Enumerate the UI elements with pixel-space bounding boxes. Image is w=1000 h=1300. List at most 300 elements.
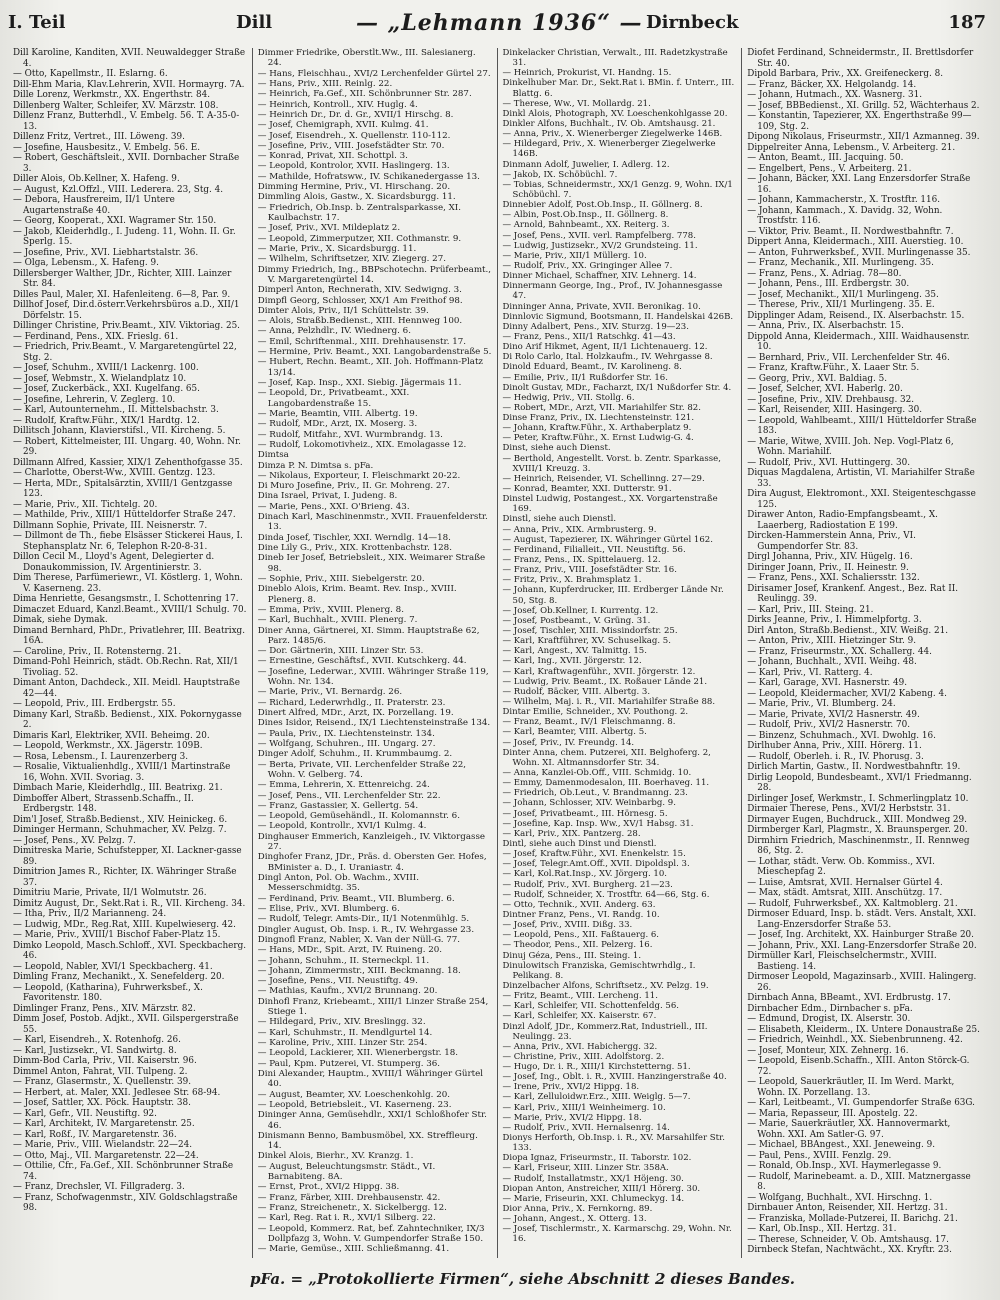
directory-entry: Dimitreska Marie, Schufstepper, XI. Lackner-gasse 89. (13, 846, 242, 867)
directory-entry: Dillmann Sophie, Private, III. Neisnerstr. 7. (13, 520, 208, 531)
directory-entry: — Leopold, Sauerkräutler, II. Im Werd. Markt, Wohn. IX. Porzellang. 13. (747, 1077, 955, 1098)
directory-entry: — Albin, Post.Ob.Insp., II. Göllnerg. 8. (502, 210, 669, 221)
directory-entry: — Paul, Kpm. Putzerei, VI. Stumperg. 36. (257, 1058, 441, 1069)
directory-entry: — Marie, Friseurin, XXI. Chlumeckyg. 14. (502, 1193, 685, 1204)
directory-entry: — Franz, Mechanik., XII. Murlingeng. 35. (747, 258, 934, 268)
directory-entry: — Josef, Priv., XVI. Mildeplatz 2. (257, 223, 401, 234)
directory-entry: — Franz, Streichenetr., X. Sickelbergg. 12. (257, 1203, 447, 1213)
directory-entry: — Fritz, Priv., X. Brahmsplatz 1. (502, 575, 642, 586)
directory-entry: Dimmer Friedrike, Oberstlt.Ww., III. Salesianerg. 24. (257, 48, 476, 69)
directory-entry: — Paula, Priv., IX. Liechtensteinstr. 134. (257, 728, 435, 739)
directory-entry: — Nikolaus, Exporteur, I. Fleischmarkt 20-22. (257, 470, 461, 481)
directory-entry: Dira August, Elektromont., XXI. Steigenteschgasse 125. (747, 489, 976, 510)
directory-entry: — Friedrich, Priv.Beamt., V. Margaretengürtel 22, Stg. 2. (13, 342, 237, 363)
directory-entry: — Franz, Friseurmstr., XX. Schallerg. 44. (747, 646, 932, 657)
directory-entry: — Rudolf, Kraftw.Führ., XIX/1 Hardtg. 12. (13, 415, 200, 426)
directory-entry: — Josef, Mechanikt., XII/1 Murlingeng. 35. (747, 289, 939, 300)
directory-entry: — Franz, Pens., XII/1 Ratschkg. 41—43. (502, 331, 676, 342)
directory-entry: — Franz, Drechsler, VI. Fillgraderg. 3. (13, 1182, 185, 1192)
directory-entry: — Marie, Priv., XVI/2 Hippg. 18. (502, 1112, 642, 1123)
directory-entry: — Josef, Eisendreh., X. Quellenstr. 110-112. (257, 130, 451, 141)
directory-entry: Dintar Emilie, Schneider., XV. Pouthong. 2. (502, 707, 689, 718)
directory-entry: — Berthold, Angestellt. Vorst. b. Zentr. Sparkasse, XVIII/1 Kreuzg. 3. (502, 453, 721, 474)
directory-entry: Dinnlovic Sigmund, Bootsmann, II. Handelskai 426B. (502, 311, 734, 322)
directory-entry: — Robert, Geschäftsleit., XVII. Dornbacher Straße 3. (13, 153, 240, 174)
directory-entry: — Franz, Pens., X. Adriag. 78—80. (747, 268, 902, 279)
directory-entry: Dillhof Josef, Dir.d.österr.Verkehrsbüros a.D., XII/1 Dörfelstr. 15. (13, 300, 240, 321)
page-header (8, 10, 986, 38)
directory-entry: Dininger Anna, Gemüsehdlr., XXI/1 Schloßhofer Str. 46. (257, 1110, 487, 1131)
directory-entry: — Wilhelm, Maj. i. R., VII. Mariahilfer Straße 88. (502, 697, 716, 707)
directory-entry: — Ernst, Prot., XVI/2 Hippg. 38. (257, 1182, 400, 1193)
directory-entry: — Rudolf, Priv., XVI. Burgherg. 21—23. (502, 879, 673, 890)
directory-entry: — Johann, Pens., III. Erdbergstr. 30. (747, 279, 910, 289)
directory-entry: Dill Karoline, Kanditen, XVII. Neuwaldegger Straße 4. (13, 48, 246, 69)
directory-entry: Dirmoser Leopold, Magazinsarb., XVIII. Halingerg. 26. (747, 972, 977, 993)
directory-entry: — Josef, Kap. Insp., XXI. Siebig. Jägermais 11. (257, 378, 462, 388)
directory-entry: — Marie, Priv., XVIII/1 Bischof Faber-Platz 15. (13, 930, 221, 940)
directory-entry: — Paul, Pens., XVIII. Fenzlg. 29. (747, 1150, 892, 1161)
directory-entry: Dinstel Ludwig, Postangest., XX. Vorgartenstraße 169. (502, 494, 718, 515)
directory-entry: Dillenz Fritz, Vertret., III. Löweng. 39. (13, 132, 185, 142)
directory-entry: — Rudolf, MDr., Arzt, IX. Moserg. 3. (257, 419, 418, 430)
directory-entry: — Otto, Kapellmstr., II. Eslarng. 6. (13, 69, 168, 79)
directory-entry: — Josefine, Hausbesitz., V. Embelg. 56. E. (13, 142, 200, 153)
directory-entry: — Karl, Reisender, XIII. Hasingerg. 30. (747, 405, 923, 415)
directory-entry: — Emma, Priv., XVIII. Plenerg. 8. (257, 604, 404, 615)
directory-entry: — Hugo, Dr. i. R., XIII/1 Kirchstetterng. 51. (502, 1062, 691, 1073)
directory-entry: — Karl, Priv., VI. Ratterg. 4. (747, 667, 873, 678)
directory-entry: Dima Henriette, Gesangsmstr., I. Schottenring 17. (13, 594, 239, 604)
directory-entry: — Heinrich, Kontroll., XIV. Huglg. 4. (257, 99, 418, 110)
directory-entry: — Wolfgang, Schuhren., III. Ungarg. 27. (257, 738, 436, 749)
directory-entry: Diner Anna, Gärtnerei, XI. Simm. Hauptstraße 62, Parz. 1485/6. (257, 625, 480, 646)
directory-entry: — Marie, Priv., XII/1 Müllerg. 10. (502, 250, 647, 261)
directory-entry: — Ottilie, Cfr., Fa.Gef., XII. Schönbrunner Straße 74. (13, 1161, 234, 1182)
directory-entry: Dingler August, Ob. Insp. i. R., IV. Wehrgasse 23. (257, 924, 475, 935)
directory-entry: — Ludwig, MDr., Reg.Rat, XIII. Kupelwieserg. 42. (13, 919, 236, 930)
directory-entry: Dirgl Johanna, Priv., XIV. Hügelg. 16. (747, 552, 913, 562)
directory-entry: — Peter, Kraftw.Führ., X. Ernst Ludwig-G. 4. (502, 433, 694, 444)
directory-entry: Dimpfl Georg, Schlosser, XX/1 Am Freithof 98. (257, 295, 463, 306)
directory-entry: — Rudolf, Bäcker, VIII. Albertg. 3. (502, 686, 651, 697)
directory-entry: — Josefine, Priv., XVI. Liebhartstalstr. 36. (13, 247, 199, 258)
directory-entry: — Anna, Priv., IX. Alserbachstr. 15. (747, 321, 904, 331)
directory-entry: Dim Therese, Parfümeriewr., VI. Köstlerg. 1, Wohn. V. Kaserneng. 23. (13, 573, 243, 594)
directory-entry: — Elise, Priv., XVI. Blumberg. 6. (257, 903, 400, 914)
directory-entry: — Emma, Lehrerin, X. Ettenreichg. 24. (257, 780, 430, 791)
directory-entry: — Leopold, Pens., XII. Faßtauerg. 6. (502, 930, 660, 941)
directory-entry: — Franz, Pens., IX. Spittelauerg. 12. (502, 555, 661, 566)
directory-entry: — Karl, Buchhalt., XVIII. Plenerg. 7. (257, 615, 418, 626)
directory-entry: — Karl, Schleifer, XX. Kaiserstr. 67. (502, 1011, 657, 1022)
directory-entry: — Wilhelm, Schriftsetzer, XIV. Ziegerg. 27. (257, 254, 446, 265)
directory-entry: Dirmoser Eduard, Insp. b. städt. Vers. Anstalt, XXI. Lang-Enzersdorfer Straße 53. (747, 909, 977, 930)
directory-entry: — Marie, Priv., VI. Bernardg. 26. (257, 687, 403, 698)
directory-entry: — Josef, Pens., XVII. verl. Rampfelberg. 778. (502, 230, 696, 241)
directory-entry: — Josef, Privatbeamt., III. Hörnesg. 5. (502, 808, 668, 819)
directory-entry: — Josefine, Lehrerin, V. Zeglerg. 10. (13, 394, 176, 405)
directory-entry: — Lothar, städt. Verw. Ob. Kommiss., XVI. Mieschepfag 2. (747, 856, 935, 877)
directory-entry: — Josef, Postbeamt., V. Grüng. 31. (502, 615, 651, 626)
directory-entry: Di Rolo Carlo, Ital. Holzkaufm., IV. Wehrgasse 8. (502, 352, 713, 363)
directory-entry: — Anna, Kanzlei-Ob.Off., VIII. Schmidg. 10. (502, 767, 692, 778)
directory-entry: — August, Kzl.Offzl., VIII. Lederera. 23, Stg. 4. (13, 184, 224, 195)
directory-entry: — Karl, Garage, XVI. Hasnerstr. 49. (747, 678, 908, 688)
directory-entry: — Jakob, Kleiderhdlg., I. Judeng. 11, Wohn. II. Gr. Sperlg. 15. (13, 226, 236, 247)
directory-entry: — Viktor, Priv. Beamt., II. Nordwestbahnftr. 7. (747, 226, 954, 237)
directory-entry: — Leopold, Kommerz. Rat, bef. Zahntechniker, IX/3 Dollpfazg 3, Wohn. V. Gumpendorfer Straße 150. (257, 1223, 485, 1244)
directory-entry: — Heinrich Dr., Dr. d. Gr., XVII/1 Hirschg. 8. (257, 109, 454, 120)
directory-entry: — Josefine, Priv., XIV. Drehbausg. 32. (747, 394, 915, 405)
directory-entry: — Therese, Ww., VI. Mollardg. 21. (502, 98, 651, 109)
directory-entry: Dinkler Alfons, Buchhalt., IV. Ob. Amtshausg. 21. (502, 118, 716, 129)
directory-entry: — Mathilde, Hofratsww., IV. Schikanedergasse 13. (257, 171, 480, 182)
directory-entry: Dimming Hermine, Priv., VI. Hirschang. 20. (257, 182, 451, 193)
directory-entry: — Leopold, Eisenb.Schaffn., XIII. Anton Störck-G. 72. (747, 1056, 970, 1077)
directory-entry: Dinkel Alois, Bierhr., XV. Kranzg. 1. (257, 1151, 414, 1162)
directory-entry: — Anton, Priv., XIII. Hietzinger Str. 9. (747, 636, 917, 646)
directory-entry: — Herbert, at. Maler, XXI. Jedlesee Str. 68-94. (13, 1087, 221, 1098)
directory-entry: — Anna, Priv., XVI. Habichergg. 32. (502, 1041, 658, 1052)
directory-entry: — Johann, Kammacherstr., X. Trostftr. 116. (747, 195, 941, 205)
directory-entry: — Karl, Ob.Insp., XII. Hertzg. 31. (747, 1224, 897, 1234)
directory-entry: — Johann, Kupferdrucker, III. Erdberger Lände Nr. 50, Stg. 8. (502, 585, 724, 606)
directory-entry: — Josef, Monteur, XIX. Zehnerg. 16. (747, 1045, 909, 1056)
directory-entry: Dipong Nikolaus, Friseurmstr., XII/1 Azmanneg. 39. (747, 132, 980, 142)
directory-entry: — Karl, Schuhmstr., II. Mendlgurtel 14. (257, 1027, 433, 1038)
directory-entry: Dintl, siehe auch Dinst und Dienstl. (502, 838, 657, 849)
directory-entry: — Josef, Telegr.Amt.Off., XVII. Dipoldspl. 3. (502, 859, 690, 870)
directory-entry: — Karl, Justizsekr., VI. Sandwirtg. 8. (13, 1045, 177, 1056)
directory-entry: — Josefine, Kap. Insp. Ww., XV/1 Habsg. 31. (502, 818, 694, 829)
directory-entry: — Ferdinand, Priv. Beamt., VII. Blumberg. 6. (257, 893, 455, 904)
directory-entry: Dinger Adolf, Schuhm., II. Krummbaumg. 2. (257, 749, 453, 760)
directory-entry: — Johann, Hutmach., XX. Wasnerg. 31. (747, 90, 923, 100)
directory-entry: Dinhofl Franz, Kriebeamt., XIII/1 Linzer Straße 254, Stiege 1. (257, 996, 489, 1018)
directory-entry: Dinda Josef, Tischler, XXI. Werndlg. 14—18. (257, 532, 451, 543)
directory-entry: — Karl, Friseur, XIII. Linzer Str. 358A. (502, 1163, 669, 1174)
directory-entry: Diller Alois, Ob.Kellner, X. Hafeng. 9. (13, 174, 180, 184)
directory-entry: — Charlotte, Oberst-Ww., XVIII. Gentzg. 123. (13, 468, 216, 478)
directory-entry: — Otto, Technik., XVII. Anderg. 63. (502, 899, 656, 910)
directory-entry: Dillenz Franz, Butterhdl., V. Embelg. 56. T. A-35-0-13. (13, 111, 240, 132)
directory-entry: — Rosalie, Viktualienhdlg., XVIII/1 Martinstraße 16, Wohn. XVII. Svoriag. 3. (13, 762, 231, 783)
directory-entry: Dinny Adalbert, Pens., XIV. Sturzg. 19—23. (502, 321, 689, 332)
directory-entry: — Hermine, Priv. Beamt., XXI. Langobardenstraße 5. (257, 347, 492, 358)
directory-entry: Dimitz August, Dr., Sekt.Rat i. R., VII. Kircheng. 34. (13, 898, 246, 909)
footer-note: pFa. = „Protokollierte Firmen“, siehe Abschnitt 2 dieses Bandes. (250, 1270, 795, 1288)
directory-entry: — Johann, Kammach., X. Davidg. 32, Wohn. Trostfstr. 116. (747, 205, 943, 226)
directory-entry: — Franz, Färber, XIII. Drehbausenstr. 42. (257, 1192, 441, 1203)
directory-entry: — Rudolf, Lokomotivheiz., XIX. Emolagasse 12. (257, 439, 467, 450)
directory-entry: — Josef, Ob.Kellner, I. Kurrentg. 12. (502, 605, 659, 616)
directory-entry: — Hans, MDr., Spit. Arzt, IV. Ruineng. 20. (257, 945, 443, 956)
directory-entry: — Edmund, Drogist, IX. Alserstr. 30. (747, 1014, 911, 1024)
directory-entry: — Itha, Priv., II/2 Marianneng. 24. (13, 909, 167, 919)
directory-entry: — Robert, MDr., Arzt, VII. Mariahilfer Str. 82. (502, 402, 701, 413)
directory-entry: — Leopold, Zimmerputzer, XII. Cothmanstr. 9. (257, 233, 462, 244)
directory-entry: — Franz, Kraftw.Führ., X. Laaer Str. 5. (747, 363, 920, 373)
directory-entry: — Dillmont de Th., fiebe Elsässer Stickerei Haus, I. Stephansplatz Nr. 6, Telephon R-20-8-31. (13, 531, 243, 552)
directory-entry: Dimlinger Franz, Pens., XIV. Märzstr. 82. (13, 1003, 196, 1014)
directory-entry: Dillitsch Johann, Klavierstifsl., VII. Kircheng. 5. (13, 426, 226, 436)
directory-entry: Dillersberger Walther, JDr., Richter, XIII. Lainzer Str. 84. (13, 268, 232, 289)
directory-entry: — Olga, Lebensm., X. Hafeng. 9. (13, 258, 159, 268)
directory-entry: — Franz, Schofwagenmstr., XIV. Goldschlagstraße 98. (13, 1192, 238, 1213)
directory-entry: — Josef, Pens., XV. Pelzg. 7. (13, 835, 136, 846)
directory-entry: — Leopold, Betriebsleit., VI. Kaserneng. 23. (257, 1099, 452, 1110)
directory-entry: — Josef, Tischlermstr., X. Karmarschg. 29, Wohn. Nr. 16. (502, 1224, 732, 1245)
directory-entry: Dinnermann George, Ing., Prof., IV. Johannesgasse 47. (502, 281, 723, 302)
directory-entry: — Karl, Autounternehm., II. Mittelsbachstr. 3. (13, 405, 219, 415)
directory-entry: — Karl, Zelluloidwr.Erz., XIII. Weiglg. 5—7. (502, 1092, 691, 1103)
directory-entry: — Anna, Priv., XIX. Armbrusterg. 9. (502, 524, 657, 535)
directory-entry: Dimany Karl, Straßb. Bedienst., XIX. Pokornygasse 2. (13, 709, 242, 730)
page-number: 187 (948, 12, 986, 33)
directory-entry: — Georg, Priv., XVI. Baldiag. 5. (747, 373, 888, 384)
directory-entry: — Emmy, Damenmodesalon, III. Boerhaveg. 11. (502, 778, 710, 789)
directory-entry: Dillmann Alfred, Kassier, XIX/1 Zehenthofgasse 35. (13, 457, 243, 468)
directory-entry: Dimling Franz, Mechanikt., X. Senefelderg. 20. (13, 972, 225, 982)
directory-entry: Dimitriu Marie, Private, II/1 Wolmutstr. 26. (13, 888, 207, 898)
directory-entry: Dirlich Martin, Gastw., II. Nordwestbahnftr. 19. (747, 762, 961, 772)
directory-entry: — Johann, Angest., X. Otterg. 13. (502, 1214, 647, 1225)
directory-entry: Dille Lorenz, Werkmstr., XX. Engerthstr. 84. (13, 90, 211, 100)
directory-entry: — Michael, BBAngest., XXI. Jeneweing. 9. (747, 1140, 936, 1150)
directory-entry: Dineb Ier Josef, Betriebsleit., XIX. Weimarer Straße 98. (257, 553, 486, 574)
directory-entry: Dillinger Christine, Priv.Beamt., XIV. Viktoriag. 25. (13, 321, 240, 331)
directory-entry: — Mathias, Kaufm., XVI/2 Brunnang. 20. (257, 986, 438, 997)
directory-entry: Dillon Cecil M., Lloyd's Agent, Delegierter d. Donaukommission, IV. Argentinierstr. 3. (13, 552, 215, 573)
directory-entry: — Johann, Zimmermstr., XIII. Beckmanng. 18. (257, 965, 461, 976)
directory-entry: — Johann, Priv., XXI. Lang-Enzersdorfer Straße 20. (747, 940, 977, 951)
directory-entry: Dirisamer Josef, Krankenf. Angest., Bez. Rat II. Reulingg. 39. (747, 583, 959, 604)
directory-entry: — Josefine, Priv., VIII. Josefstädter Str. 70. (257, 140, 445, 151)
directory-entry: Dingnofl Franz, Nabler, X. Van der Nüll-G. 77. (257, 934, 461, 945)
directory-entry: Dimmel Anton, Fahrat, VII. Tulpeng. 2. (13, 1066, 188, 1077)
directory-entry: — Luise, Amtsrat, XVII. Hernalser Gürtel 4. (747, 877, 943, 888)
directory-entry: — Friedrich, Ob.Insp. b. Zentralsparkasse, XI. Kaulbachstr. 17. (257, 202, 462, 223)
directory-entry: Dimperl Anton, Rechnerath, XIV. Sedwigng. 3. (257, 285, 462, 296)
directory-entry: Dippold Anna, Kleidermach., XIII. Waidhausenstr. 10. (747, 331, 970, 352)
directory-entry: — Rudolf, Fuhrwerksbef., XX. Kaltmoblerg. 21. (747, 898, 958, 909)
directory-entry: — Karl, Gefr., VII. Neustiftg. 92. (13, 1108, 157, 1119)
directory-entry: — Konstantin, Tapezierer, XX. Engerthstraße 99—109, Stg. 2. (747, 111, 972, 132)
directory-entry: — Johann, Schlosser, XIV. Weinbarbg. 9. (502, 798, 676, 809)
directory-entry: — Johann, Schuhm., II. Sterneckpl. 11. (257, 955, 430, 966)
directory-entry: — Therese, Priv., XII/1 Murlingeng. 35. E. (747, 300, 935, 310)
directory-entry: — Theodor, Pens., XII. Pelzerg. 16. (502, 940, 653, 951)
directory-entry: Diminger Hermann, Schuhmacher, XV. Pelzg. 7. (13, 825, 227, 835)
directory-entry: Dimant Anton, Dachdeck., XII. Meidl. Hauptstraße 42—44. (13, 678, 240, 699)
column-3 (498, 48, 743, 1258)
directory-entry: Dimter Alois, Priv., II/1 Schüttelstr. 39. (257, 305, 429, 316)
directory-entry: Dirmaier Therese, Pens., XVI/2 Herbststr. 31. (747, 804, 951, 814)
directory-entry: — Karl, Kraftführer, XV. Schuselkag. 5. (502, 636, 671, 647)
directory-entry: Dina Israel, Privat, I. Judeng. 8. (257, 491, 398, 502)
directory-entry: — Franz, Beamt., IV/1 Fleischmanng. 8. (502, 717, 676, 728)
directory-entry: — Elisabeth, Kleiderm., IX. Untere Donaustraße 25. (747, 1024, 980, 1035)
directory-entry: Dineblo Alois, Krim. Beamt. Rev. Insp., XVIII. Plenerg. 8. (257, 584, 457, 605)
directory-entry: Dinner Michael, Schaffner, XIV. Lehnerg. 14. (502, 271, 697, 282)
directory-entry: — Marie, Private, XVI/2 Hasnerstr. 49. (747, 709, 920, 720)
directory-entry: Dimm-Bod Carla, Priv., VII. Kaiserstr. 96. (13, 1056, 197, 1066)
directory-entry: — Fritz, Beamt., VIII. Lercheng. 11. (502, 991, 658, 1002)
directory-entry: — Hildegard, Priv., X. Wienerberger Ziegelwerke 146B. (502, 139, 716, 160)
directory-entry: — Leopold, Lackierer, XII. Wienerbergstr. 18. (257, 1048, 459, 1059)
directory-entry: Dimand Bernhard, PhDr., Privatlehrer, III. Beatrixg. 16A. (13, 625, 245, 646)
directory-entry: Dimbach Marie, Kleiderhdlg., III. Beatrixg. 21. (13, 783, 223, 793)
directory-entry: — Therese, Schneider, V. Ob. Amtshausg. 17. (747, 1234, 949, 1245)
directory-entry: — Karl, Kol.Rat.Insp., XV. Jörgerg. 10. (502, 869, 667, 880)
directory-entry: Dionys Herforth, Ob.Insp. i. R., XV. Marsahilfer Str. 133. (502, 1133, 725, 1154)
directory-entry: Dimaczet Eduard, Kanzl.Beamt., XVIII/1 Schulg. 70. (13, 604, 247, 615)
directory-entry: — Leopold, Wahlbeamt., XIII/1 Hütteldorfer Straße 183. (747, 415, 977, 436)
directory-entry: Dinzelbacher Alfons, Schriftsetz., XV. Pelzg. 19. (502, 980, 709, 991)
directory-entry: — Dor. Gärtnerin, XIII. Linzer Str. 53. (257, 646, 424, 657)
directory-entry: Dinkelhuber Mar. Dr., Sekt.Rat i. BMin. f. Unterr., III. Blattg. 6. (502, 78, 735, 99)
directory-entry: — Anton, Fuhrwerksbef., XVII. Murlingenasse 35. (747, 247, 971, 258)
directory-entry: Dimmling Alois, Gastw., X. Sicardsburgg. 11. (257, 192, 456, 203)
directory-entry: Diopa Ignaz, Friseurmstr., II. Taborstr. 102. (502, 1153, 692, 1164)
directory-entry: Dinghofer Franz, JDr., Präs. d. Obersten Ger. Hofes, BMinister a. D., I. Uraniastr. 4. (257, 852, 487, 873)
directory-entry: Dirl Anton, Straßb.Bedienst., XIV. Weißg. 21. (747, 625, 949, 636)
directory-entry: Diringer Joann, Priv., II. Heinestr. 9. (747, 562, 909, 573)
directory-entry: — Otto, Maj., VII. Margaretenstr. 22—24. (13, 1150, 199, 1161)
directory-entry: Dinmann Adolf, Juwelier, I. Adlerg. 12. (502, 159, 670, 170)
directory-entry: Dirks Jeanne, Priv., I. Himmelpfortg. 3. (747, 615, 922, 625)
directory-entry: Diquas Magdalena, Artistin, VI. Mariahilfer Straße 33. (747, 468, 975, 489)
directory-entry: Di Muro Josefine, Priv., II. Gr. Mohreng. 27. (257, 481, 450, 492)
directory-entry: — Bernhard, Priv., VII. Lerchenfelder Str. 46. (747, 352, 950, 363)
directory-entry: — Hedwig, Priv., VII. Stollg. 6. (502, 392, 635, 403)
directory-entry: — Josef, Ing., Oblt. i. R., XVIII. Hanzingerstraße 40. (502, 1072, 727, 1083)
directory-entry: — Ferdinand, Pens., XIX. Frieslg. 61. (13, 331, 179, 342)
directory-entry: — Josef, Priv., IV. Freundg. 14. (502, 737, 635, 748)
directory-entry: Dintner Franz, Pens., VI. Randg. 10. (502, 909, 660, 920)
directory-entry: — August, Beamter, XV. Loeschenkohlg. 20. (257, 1089, 451, 1100)
directory-entry: Dinolt Gustav, MDr., Facharzt, IX/1 Nußdorfer Str. 4. (502, 382, 732, 393)
directory-entry: — Caroline, Priv., II. Rotensterng. 21. (13, 646, 182, 657)
column-1 (8, 48, 253, 1258)
directory-entry: — Richard, Lederwrhdlg., II. Praterstr. 23. (257, 697, 446, 708)
directory-entry: Dinismann Benno, Bambusmöbel, XX. Streffleurg. 14. (257, 1130, 478, 1152)
directory-entry: — Franz, Bäcker, XX. Helgolandg. 14. (747, 79, 917, 90)
directory-entry: Dipold Barbara, Priv., XX. Greifeneckerg. 8. (747, 69, 944, 79)
directory-entry: — Josef, Webmstr., X. Wielandplatz 10. (13, 373, 187, 384)
directory-entry: — Ludwig, Priv. Beamt., IX. Roßauer Lände 21. (502, 676, 708, 687)
directory-entry: Dinzl Adolf, JDr., Kommerz.Rat, Industriell., III. Neulingg. 23. (502, 1021, 708, 1042)
directory-entry: — Konrad, Privat, XII. Schottpl. 3. (257, 151, 408, 162)
directory-entry: — Rudolf, Priv., XVII. Hernalsenrg. 14. (502, 1122, 670, 1133)
directory-entry: Dinulowitsch Franziska, Gemischtwrhdlg., I. Pelikang. 8. (502, 960, 696, 981)
directory-entry: Dimitrion James R., Richter, IX. Währinger Straße 37. (13, 867, 237, 888)
directory-entry: — Leopold, Gemüsehändl., II. Kolomannstr. 6. (257, 811, 460, 822)
directory-entry: Dirnbacher Edm., Dirnbacher s. pFa. (747, 1003, 913, 1014)
directory-entry: — Irene, Priv., XVI/2 Hippg. 18. (502, 1082, 640, 1093)
directory-entry: — Friedrich, Ob.Leut., V. Brandmanng. 23. (502, 788, 688, 799)
directory-entry: — Heinrich, Reisender, VI. Schellinng. 27—29. (502, 473, 705, 484)
directory-entry: Dinst, siehe auch Dienst. (502, 443, 611, 454)
directory-entry: — Ferdinand, Filialleit., VII. Neustiftg. 56. (502, 544, 686, 555)
directory-entry: — Sophie, Priv., XIII. Siebelgerstr. 20. (257, 573, 425, 584)
directory-entry: — Karl, Eisendreh., X. Rotenhofg. 26. (13, 1035, 181, 1045)
directory-entry: — Rudolf, Telegr. Amts-Dir., II/1 Notenmühlg. 5. (257, 914, 470, 925)
directory-entry: — Arnold, Bahnbeamt., XX. Reiterg. 3. (502, 220, 670, 231)
directory-entry: Dinghauser Emmerich, Kanzleigeh., IV. Viktorgasse 27. (257, 831, 486, 853)
directory-entry: Dimand-Pohl Heinrich, städt. Ob.Rechn. Rat, XII/1 Tivoliag. 52. (13, 657, 239, 678)
directory-entry: Dine Lily G., Priv., XIX. Krottenbachstr. 128. (257, 543, 452, 553)
directory-entry: — Karl, Leitbeamt., VI. Gumpendorfer Straße 63G. (747, 1098, 975, 1108)
directory-entry: — Friedrich, Weinhdl., XX. Siebenbrunneng. 42. (747, 1035, 963, 1045)
directory-columns (8, 48, 986, 1258)
directory-entry: — Rudolf, Priv., XVI. Huttingerg. 30. (747, 457, 911, 468)
directory-entry: — Josef, Priv., XVIII. Dißg. 33. (502, 920, 633, 931)
directory-entry: — Josef, Kraftw.Führ., XVI. Enenkelstr. 15. (502, 849, 686, 860)
directory-entry: — Karl, Ing., XVII. Jörgerstr. 12. (502, 656, 642, 667)
directory-entry: Dinkelacker Christian, Verwalt., III. Radetzkystraße 31. (502, 48, 728, 69)
directory-entry: Dinter Anna, chem. Putzerei, XII. Belghoferg. 2, Wohn. XI. Altmannsdorfer Str. 34. (502, 747, 711, 768)
directory-entry: Dimboffer Albert, Strassenb.Schaffn., II. Erdbergstr. 148. (13, 793, 194, 814)
directory-entry: Dirlinger Josef, Werkmstr., I. Schmerlingplatz 10. (747, 793, 969, 804)
directory-entry: Dimmy Friedrich, Ing., BBPschotechn. Prüferbeamt., V. Margaretengürtel 14. (257, 264, 492, 285)
directory-entry: — Josef, Sattler, XX. Pöck. Hauptstr. 38. (13, 1098, 191, 1108)
directory-entry: Dimza P. N. Dimtsa s. pFa. (257, 460, 374, 471)
directory-entry: — Heinrich, Prokurist, VI. Handng. 15. (502, 68, 672, 79)
directory-entry: — Christine, Priv., XIII. Adolfstorg. 2. (502, 1051, 665, 1062)
directory-entry: — Karl, Priv., XIII/1 Weinheimerg. 10. (502, 1102, 666, 1113)
directory-entry: — Binzenz, Schuhmach., XVI. Dwohlg. 16. (747, 730, 936, 741)
directory-entry: — Josefine, Lederwar., XVIII. Währinger Straße 119, Wohn. Nr. 134. (257, 666, 489, 688)
directory-entry: — Leopold, Nabler, XVI/1 Speckbacherg. 41. (13, 961, 213, 972)
directory-entry: Dirmayer Eugen, Buchdruck., XIII. Mondweg 29. (747, 814, 967, 825)
directory-entry: — Josef, Chemigraph, XVII. Kulmg. 41. (257, 120, 429, 131)
directory-entry: — Mathilde, Priv., XIII/1 Hütteldorfer Straße 247. (13, 510, 236, 520)
directory-entry: — August, Beleuchtungsmstr. Städt., VI. Barnabiteng. 8A. (257, 1161, 436, 1183)
directory-entry: — Jakob, IX. Schöbüchl. 7. (502, 169, 618, 180)
directory-entry: — Ernestine, Geschäftsf., XVII. Kutschkerg. 44. (257, 656, 467, 667)
directory-entry: — Rudolf, Oberleh. i. R., IV. Phorusg. 3. (747, 751, 924, 762)
directory-entry: — Franz, Gastassier, X. Gellertg. 54. (257, 800, 419, 811)
directory-entry: Dinnebier Adolf, Post.Ob.Insp., II. Göllnerg. 8. (502, 200, 703, 211)
directory-entry: — Leopold, Dr., Privatbeamt., XXI. Langobardenstraße 15. (257, 388, 410, 409)
directory-entry: — Karl, Roßf., IV. Margaretenstr. 36. (13, 1129, 177, 1140)
directory-entry: Dirnbauer Anton, Reisender, XII. Hertzg. 31. (747, 1203, 948, 1213)
directory-entry: Diopan Anton, Anstreicher, XIII/1 Hörerg. 30. (502, 1183, 701, 1194)
directory-entry: — Georg, Kooperat., XXI. Wagramer Str. 150. (13, 216, 217, 226)
directory-entry: Dirmüller Karl, Fleischselchermstr., XVIII. Bastieng. 14. (747, 951, 937, 972)
directory-entry: — Karoline, Priv., XIII. Linzer Str. 254. (257, 1038, 428, 1048)
directory-entry: — Karl, Angest., XV. Talmittg. 15. (502, 646, 647, 657)
directory-entry: — Emilie, Priv., II/1 Rußdorfer Str. 16. (502, 372, 668, 383)
directory-entry: Dirnbach Anna, BBeamt., XVI. Erdbrustg. 17. (747, 993, 951, 1003)
directory-entry: — Wolfgang, Buchhalt., XVI. Hirschng. 1. (747, 1192, 933, 1203)
directory-entry: — Franz, Pens., XXI. Schaliersstr. 132. (747, 573, 920, 583)
directory-entry: — Herta, MDr., Spitalsärztin, XVIII/1 Gentzgasse 123. (13, 478, 233, 499)
directory-entry: — Josef, Ing. Architekt, XX. Hainburger Straße 20. (747, 930, 974, 940)
directory-entry: — Rosa, Lebensm., I. Laurenzerberg 3. (13, 751, 189, 762)
directory-entry: Dimak, siehe Dymak. (13, 615, 108, 625)
directory-entry: — Leopold, Kontrolor, XVII. Haslingerg. 13. (257, 161, 450, 172)
directory-entry: — Rudolf, Installatmstr., XX/1 Höjeng. 30. (502, 1173, 684, 1184)
directory-entry: — Leopold, Werkmstr., XX. Jägerstr. 109B. (13, 741, 203, 751)
directory-entry: — Johann, Buchhalt., XVII. Weihg. 48. (747, 657, 917, 667)
directory-entry: — Max, städt. Amtsrat, XIII. Anschützg. 17. (747, 888, 943, 898)
directory-entry: — Alois, Straßb.Bedienst., XIII. Hennweg 100. (257, 316, 463, 327)
directory-entry: — Johann, Bäcker, XXI. Lang Enzersdorfer Straße 16. (747, 174, 971, 195)
directory-entry: Dinach Karl, Maschinenmstr., XVII. Frauenfelderstr. 13. (257, 512, 488, 533)
